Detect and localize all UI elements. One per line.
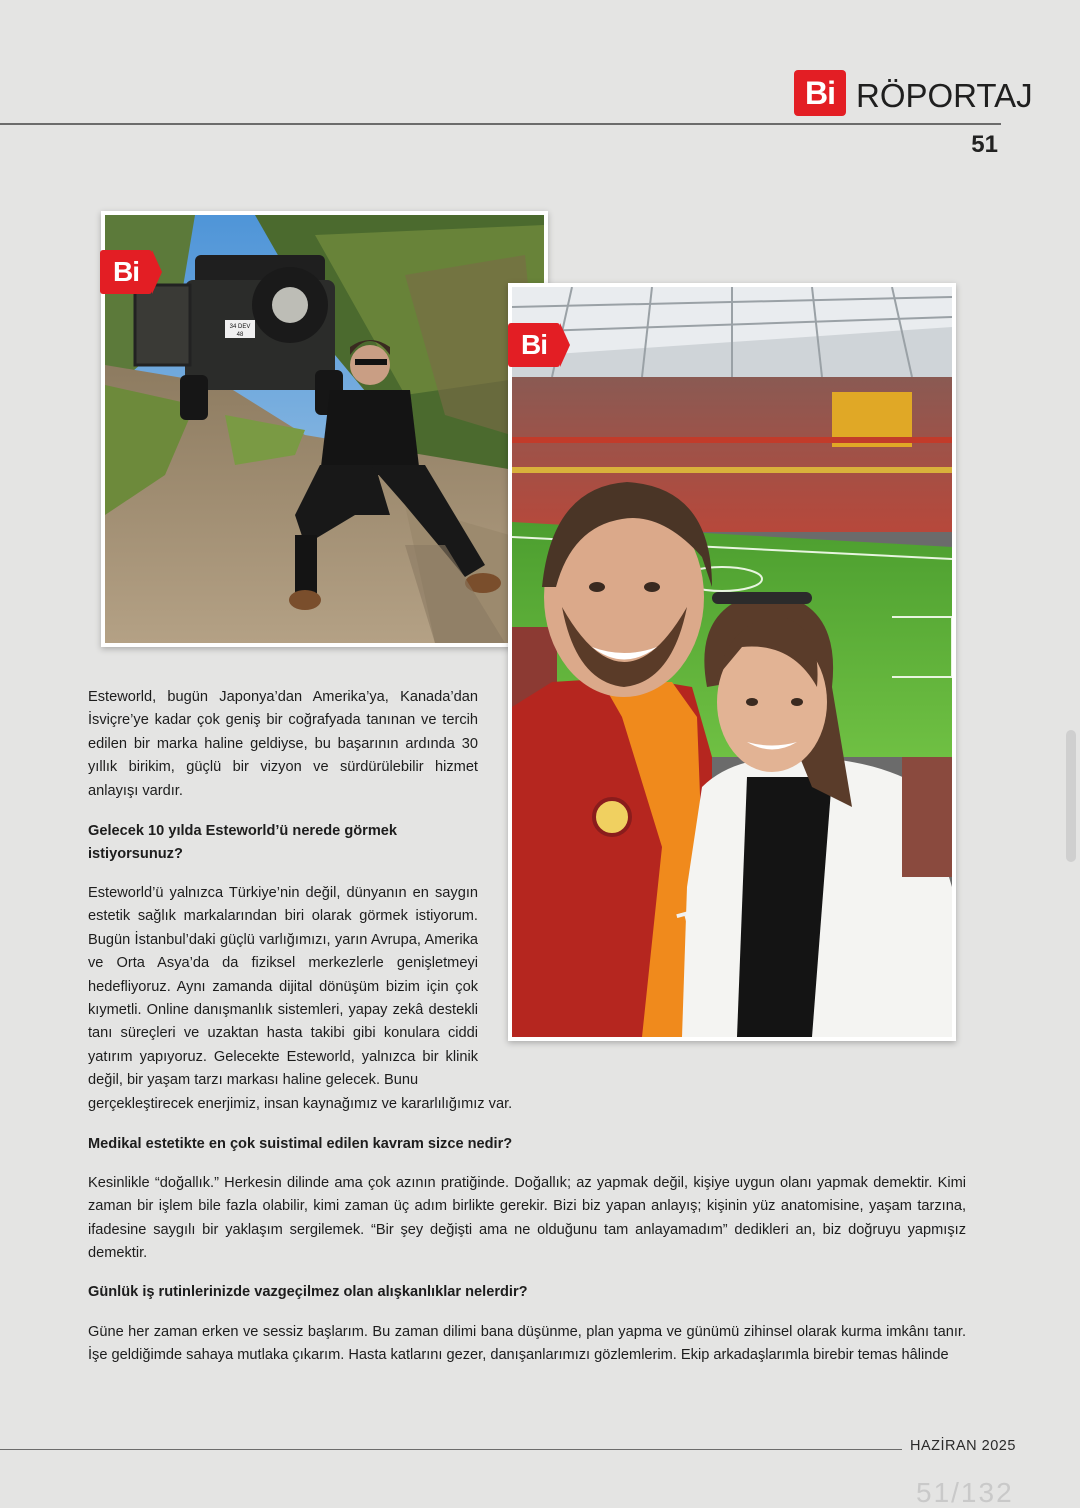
section-title: RÖPORTAJ — [856, 77, 1033, 114]
issue-date: HAZİRAN 2025 — [910, 1438, 1016, 1454]
plate-text-2: 48 — [236, 332, 244, 338]
page-counter: 51/132 — [916, 1477, 1014, 1508]
header-divider — [0, 123, 1001, 125]
question-3 — [88, 1281, 966, 1304]
stadium-brand-tag: Bi — [508, 323, 560, 367]
question-2-text: Medikal estetikte en çok suistimal edilen kavram sizce nedir? — [88, 1136, 513, 1152]
magazine-logo: Bi — [794, 70, 846, 116]
answer-1 — [88, 882, 513, 1116]
answer-1-text: Esteworld’ü yalnızca Türkiye’nin değil, dünyanın en saygın estetik sağlık markalarından biri olarak görmek istiyorum. Bugün İstanbul’daki güçlü varlığımızı, yarın Avrupa, Amerika ve Orta Asya’da da fiziksel merkezlerle genişletmeyi hedefliyoruz. Aynı zamanda dijital dönüşüm bizim için çok kıymetli. Online danışmanlık sistemleri, yapay zekâ destekli tanı süreçleri ve uzaktan hasta takibi gibi konulara ciddi yatırım yapıyoruz. Gelecekte Esteworld, yalnızca bir klinik değil, bir yaşam tarzı markası haline gelecek. Bunu — [88, 885, 478, 1089]
answer-2 — [88, 1172, 966, 1266]
answer-2-text: Kesinlikle “doğallık.” Herkesin dilinde ama çok azının pratiğinde. Doğallık; az yapmak değil, kişiye uygun olanı yapmak demektir. Kimi zaman bir işlem bile fazla olabilir, kimi zaman üç adım birlikte gerekir. Bizi biz yapan anlayış; kişinin yüz anatomisine, yaşam tarzına, ifadesine saygılı bir yaklaşım sergilemek. “Bir şey değişti ama ne olduğunu tam anlayamadım” dedikleri an, biz doğruyu yapmışız demektir. — [88, 1175, 966, 1262]
offroad-photo — [101, 211, 548, 647]
plate-text-1: 34 DEV — [229, 324, 251, 330]
answer-3-text: Güne her zaman erken ve sessiz başlarım. Bu zaman dilimi bana düşünme, plan yapma ve günümü zihinsel olarak kurma imkânı tanır. İşe geldiğimde sahaya mutlaka çıkarım. Hasta katlarını gezer, danışanlarımızı gözlemlerim. Ekip arkadaşlarımla birebir temas hâlinde — [88, 1324, 966, 1364]
question-3-text: Günlük iş rutinlerinizde vazgeçilmez olan alışkanlıklar nelerdir? — [88, 1284, 528, 1300]
vertical-scrollbar[interactable] — [1066, 730, 1076, 862]
question-2 — [88, 1133, 966, 1156]
intro-text: Esteworld, bugün Japonya’dan Amerika’ya, Kanada’dan İsviçre’ye kadar çok geniş bir coğrafyada tanınan ve tercih edilen bir marka haline geldiyse, bu başarının ardında 30 yıllık birikim, güçlü bir vizyon ve sürdürülebilir hizmet anlayışı vardır. — [88, 689, 478, 799]
page-number: 51 — [971, 131, 998, 158]
stadium-photo-image — [512, 287, 952, 1037]
answer-3 — [88, 1321, 966, 1368]
offroad-brand-tag: Bi — [100, 250, 152, 294]
intro-paragraph — [88, 686, 478, 803]
stadium-photo — [508, 283, 956, 1041]
question-1-text: Gelecek 10 yılda Esteworld’ü nerede görmek istiyorsunuz? — [88, 823, 398, 863]
answer-1-last-line: gerçekleştirecek enerjimiz, insan kaynağımız ve kararlılığımız var. — [88, 1095, 513, 1112]
offroad-photo-image — [105, 215, 544, 643]
question-1 — [88, 820, 433, 867]
footer-divider — [0, 1449, 902, 1450]
